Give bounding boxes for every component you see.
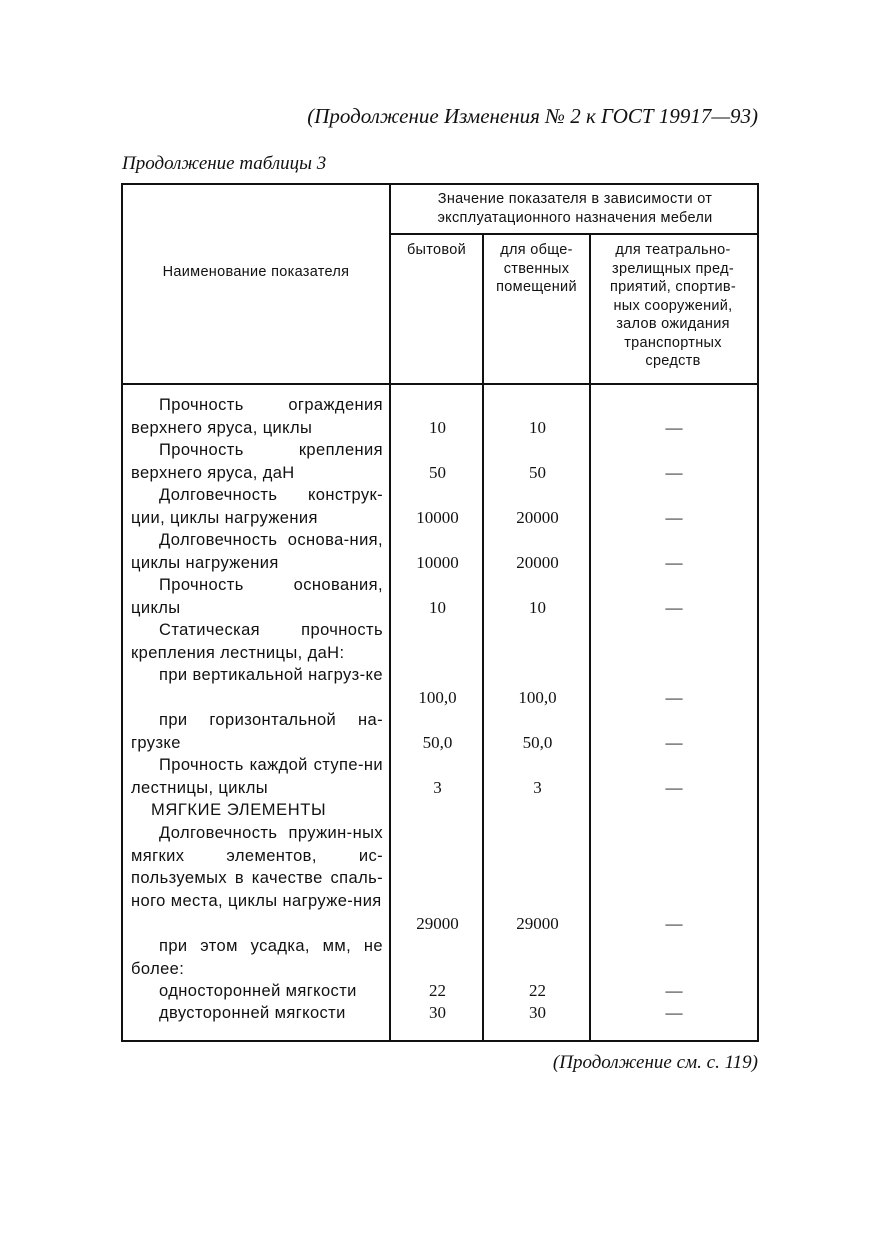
value-theatre: — <box>665 417 683 437</box>
value-theatre: — <box>665 732 683 752</box>
row-name: Долговечность конструк-ции, циклы нагружения <box>131 486 383 527</box>
value-household: 100,0 <box>418 687 457 707</box>
table-row <box>123 619 757 664</box>
row-name: Долговечность пружин-ных мягких элементов, ис-пользуемых в качестве спаль-ного места, циклы нагруже-ния <box>131 824 383 910</box>
value-public: 50,0 <box>522 732 553 752</box>
value-household: 50,0 <box>422 732 453 752</box>
value-theatre: — <box>665 507 683 527</box>
value-public: 20000 <box>516 552 559 572</box>
header-group: Значение показателя в зависимости от эксплуатационного назначения мебели <box>437 191 713 226</box>
value-public: 100,0 <box>518 687 557 707</box>
continuation-note: (Продолжение см. с. 119) <box>552 1052 758 1073</box>
table-row <box>123 484 757 529</box>
value-public: 30 <box>529 1002 546 1022</box>
row-name: Прочность основания, циклы <box>131 576 383 617</box>
value-theatre: — <box>665 687 683 707</box>
value-theatre: — <box>665 980 683 1000</box>
value-theatre: — <box>665 462 683 482</box>
table-row <box>123 529 757 574</box>
table-row <box>123 709 757 754</box>
section-title: МЯГКИЕ ЭЛЕМЕНТЫ <box>151 801 327 819</box>
table-row <box>123 574 757 619</box>
row-name: при вертикальной нагруз-ке <box>159 666 383 684</box>
value-public: 22 <box>529 980 546 1000</box>
value-public: 10 <box>529 597 546 617</box>
value-public: 10 <box>529 417 546 437</box>
header-household: бытовой <box>406 242 467 258</box>
value-theatre: — <box>665 1002 683 1022</box>
table-row <box>123 1002 757 1024</box>
table-row <box>123 935 757 980</box>
table-caption: Продолжение таблицы 3 <box>122 153 327 174</box>
row-name: при горизонтальной на-грузке <box>131 711 383 752</box>
table-row <box>123 664 757 709</box>
value-household: 10 <box>429 597 446 617</box>
row-name: Прочность каждой ступе-ни лестницы, циклы <box>131 756 383 797</box>
value-theatre: — <box>665 597 683 617</box>
value-public: 50 <box>529 462 546 482</box>
value-theatre: — <box>665 777 683 797</box>
table-row <box>123 439 757 484</box>
value-theatre: — <box>665 552 683 572</box>
value-public: 20000 <box>516 507 559 527</box>
header-divider <box>391 233 757 235</box>
header-public: для обще-ственных помещений <box>496 242 577 295</box>
table-row <box>123 394 757 439</box>
row-name: при этом усадка, мм, не более: <box>131 937 383 978</box>
header-bottom-rule <box>123 383 757 385</box>
value-household: 10000 <box>416 552 459 572</box>
value-household: 50 <box>429 462 446 482</box>
row-name: Прочность крепления верхнего яруса, даН <box>131 441 383 482</box>
table-row <box>123 754 757 799</box>
value-household: 3 <box>433 777 442 797</box>
value-household: 29000 <box>416 913 459 933</box>
row-name: двусторонней мягкости <box>159 1004 346 1022</box>
data-table <box>121 183 759 1042</box>
value-household: 22 <box>429 980 446 1000</box>
table-row <box>123 980 757 1002</box>
row-name: Статическая прочность крепления лестницы, даН: <box>131 621 383 662</box>
value-household: 10000 <box>416 507 459 527</box>
row-name: односторонней мягкости <box>159 982 357 1000</box>
row-name: Долговечность основа-ния, циклы нагружения <box>131 531 383 572</box>
value-household: 30 <box>429 1002 446 1022</box>
value-public: 3 <box>533 777 542 797</box>
row-name: Прочность ограждения верхнего яруса, циклы <box>131 396 383 437</box>
value-household: 10 <box>429 417 446 437</box>
value-public: 29000 <box>516 913 559 933</box>
header-theatre: для театрально-зрелищных пред-приятий, спортив-ных сооружений, залов ожидания транспортных средств <box>609 242 737 369</box>
header-indicator-name: Наименование показателя <box>162 264 350 280</box>
running-header: (Продолжение Изменения № 2 к ГОСТ 19917—93) <box>307 104 758 128</box>
table-row <box>123 822 757 935</box>
value-theatre: — <box>665 913 683 933</box>
